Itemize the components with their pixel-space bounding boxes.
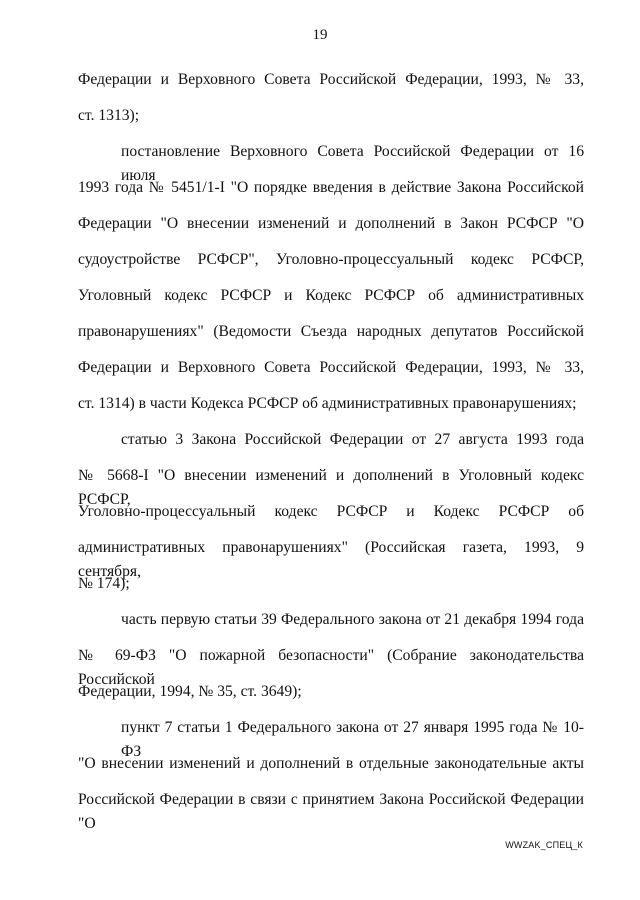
text-line: постановление Верховного Совета Российской Федерации от 16 июля [121,143,584,184]
text-line: № 174); [78,575,130,592]
text-line: пункт 7 статьи 1 Федерального закона от 27 января 1995 года № 10-ФЗ [121,719,584,760]
text-line: Уголовно-процессуальный кодекс РСФСР и Кодекс РСФСР об [78,503,584,520]
text-line: статью 3 Закона Российской Федерации от 27 августа 1993 года [121,431,584,448]
page-number: 19 [312,27,328,43]
text-line: Федерации и Верховного Совета Российской Федерации, 1993, № 33, [78,359,584,376]
text-line: "О внесении изменений и дополнений в отдельные законодательные акты [78,755,584,772]
text-line: Федерации "О внесении изменений и дополнений в Закон РСФСР "О [78,215,584,232]
text-line: Федерации, 1994, № 35, ст. 3649); [78,683,302,700]
footer-code: WWZAK_СПЕЦ_К [505,840,583,850]
text-line: ст. 1314) в части Кодекса РСФСР об административных правонарушениях; [78,395,577,412]
text-line: правонарушениях" (Ведомости Съезда народных депутатов Российской [78,323,584,340]
document-body [78,68,584,832]
text-line: судоустройстве РСФСР", Уголовно-процессуальный кодекс РСФСР, [78,251,584,268]
text-line: часть первую статьи 39 Федерального закона от 21 декабря 1994 года [121,611,584,628]
text-line: ст. 1313); [78,107,140,124]
text-line: административных правонарушениях" (Российская газета, 1993, 9 сентября, [78,539,584,580]
text-line: Федерации и Верховного Совета Российской Федерации, 1993, № 33, [78,71,584,88]
text-line: № 69-ФЗ "О пожарной безопасности" (Собрание законодательства Российской [78,647,584,688]
text-line: № 5668-I "О внесении изменений и дополнений в Уголовный кодекс РСФСР, [78,467,584,508]
text-line: 1993 года № 5451/1-I "О порядке введения в действие Закона Российской [78,179,584,196]
text-line: Российской Федерации в связи с принятием Закона Российской Федерации "О [78,791,584,832]
text-line: Уголовный кодекс РСФСР и Кодекс РСФСР об административных [78,287,584,304]
